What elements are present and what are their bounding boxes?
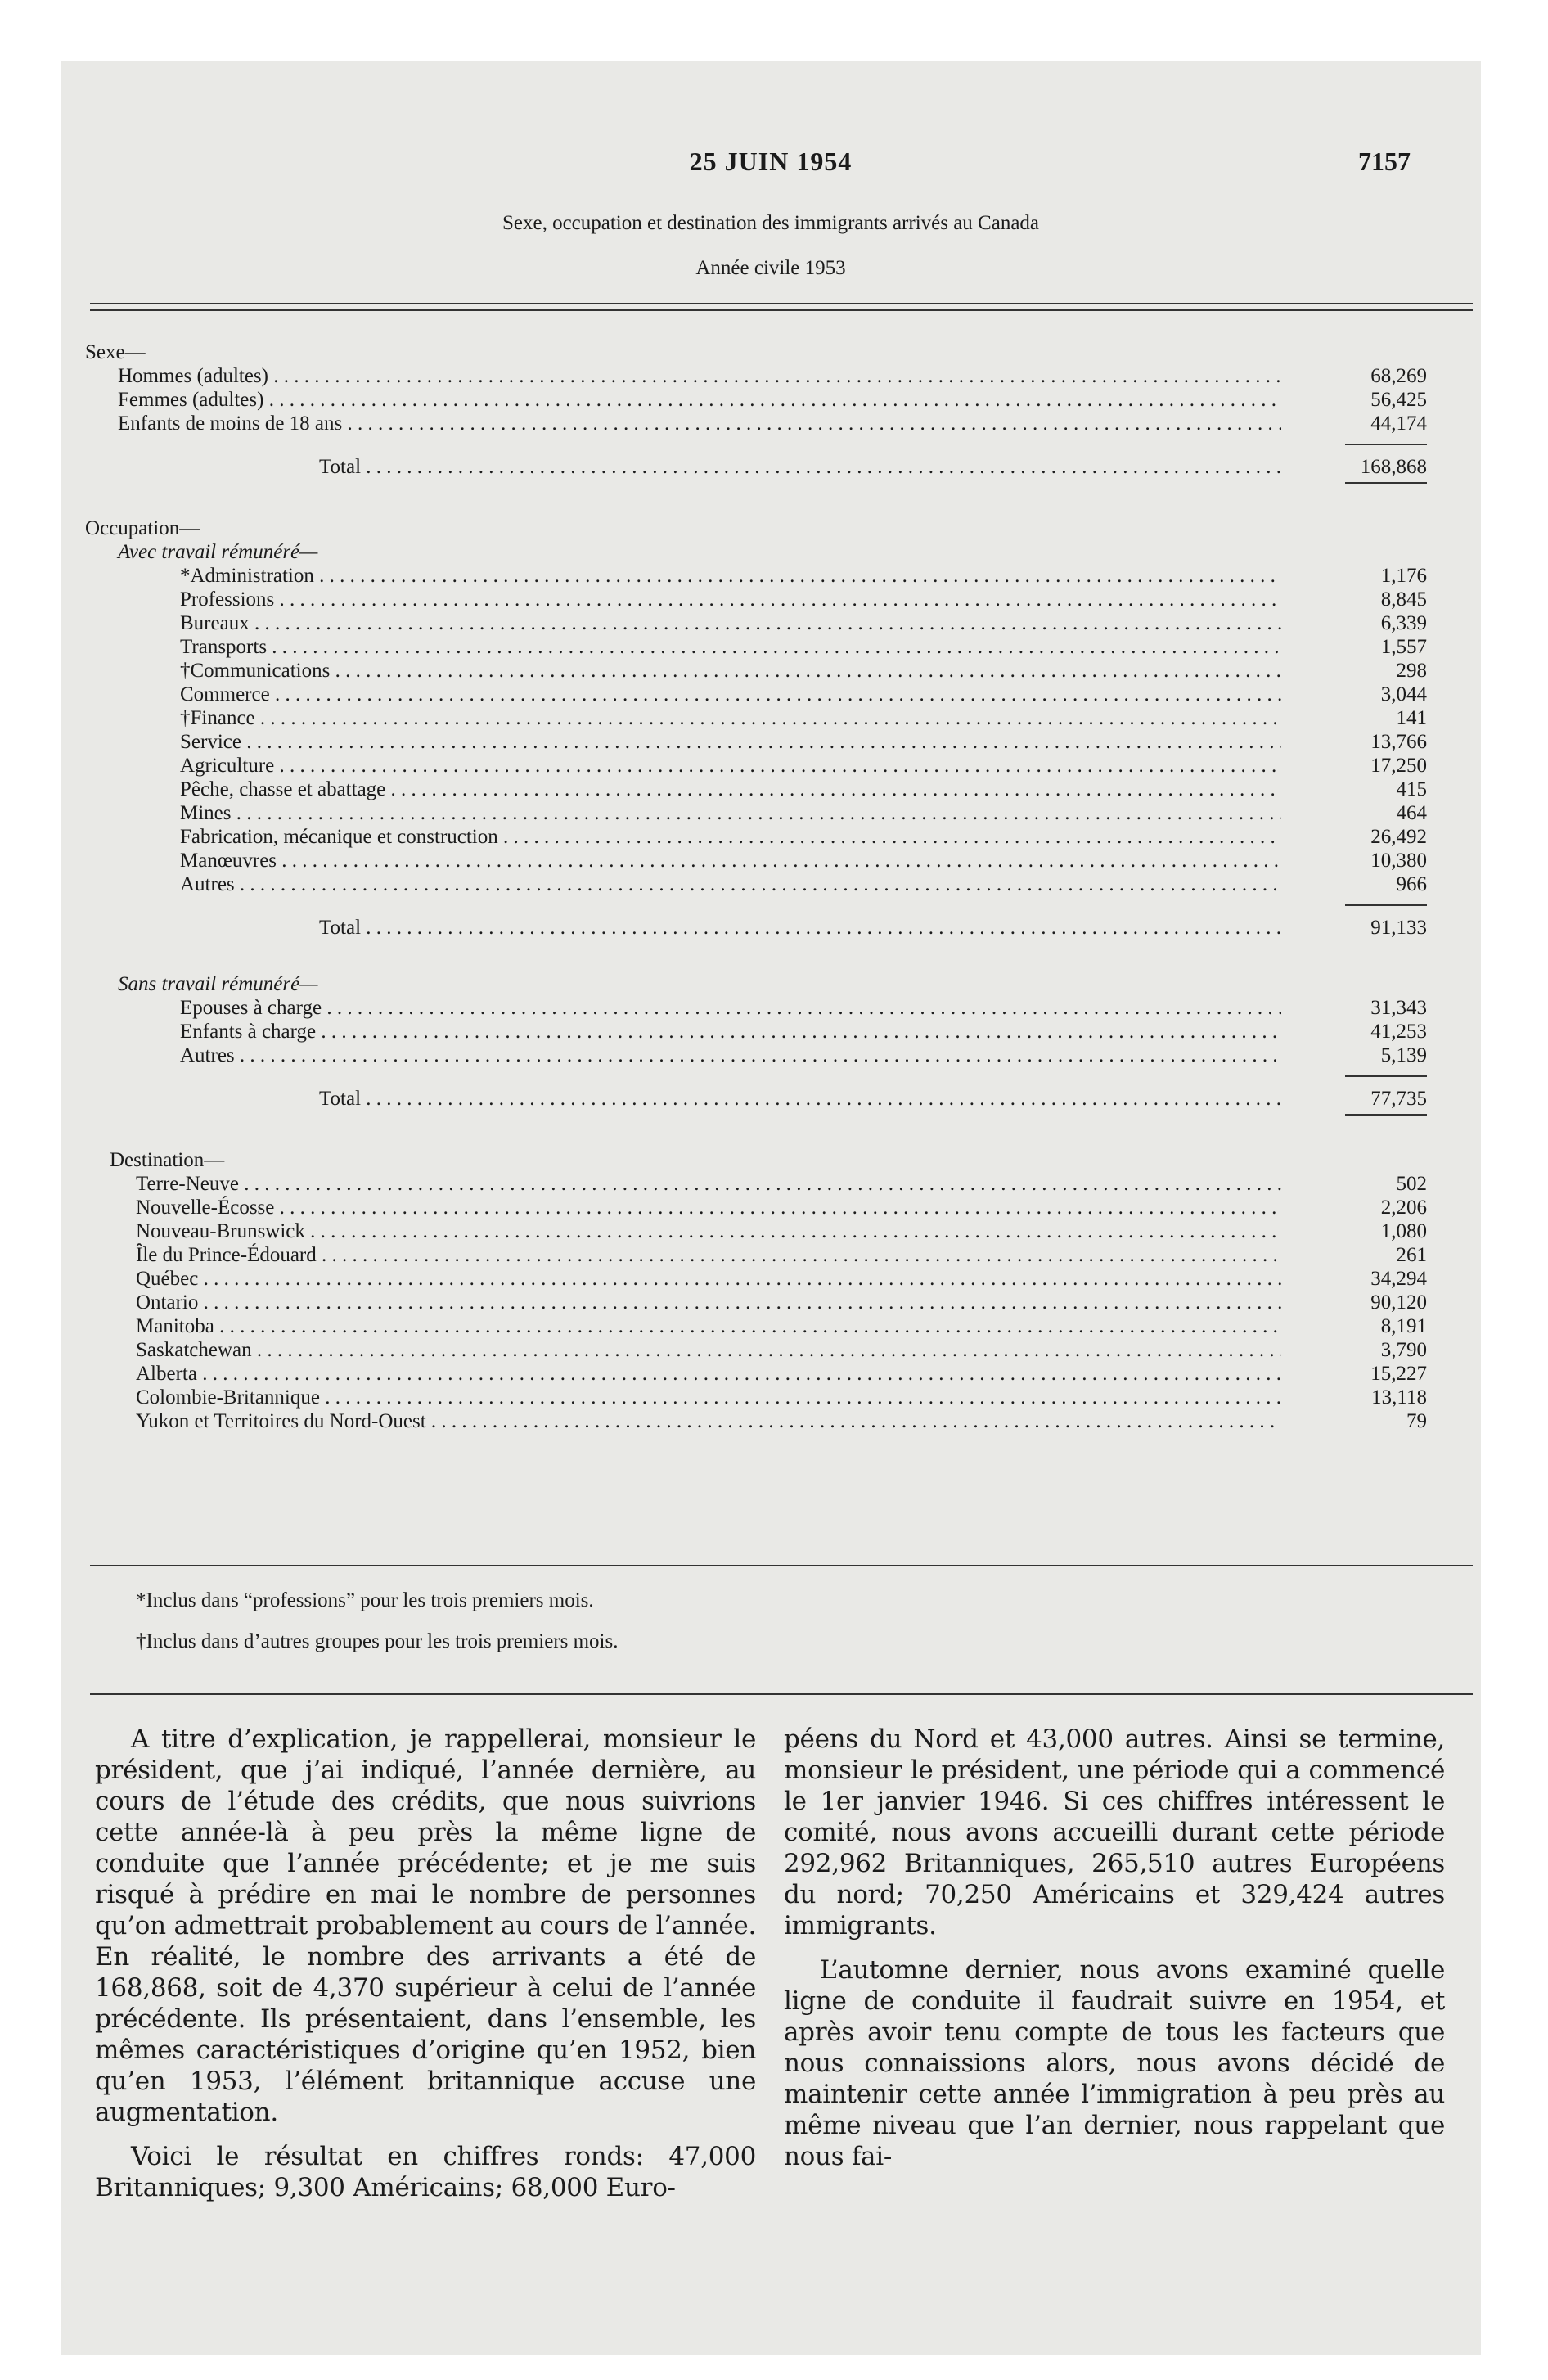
paragraph: L’automne dernier, nous avons examiné quelle ligne de conduite il faudrait suivre en 1954, et après avoir tenu compte de tous les facteurs que nous connaissions alors, nous avons décidé de maintenir cette année l’immigration à peu près au même niveau que l’an dernier, nous rappelant que nous fai- <box>784 1955 1445 2171</box>
table-row: Commerce . . . 3,044 <box>85 683 1427 706</box>
table-row: Pêche, chasse et abattage . . . 415 <box>85 778 1427 801</box>
table-row: Colombie-Britannique . . . 13,118 <box>85 1386 1427 1409</box>
table-subtitle: Année civile 1953 <box>695 257 846 279</box>
table-row: Manitoba . . . 8,191 <box>85 1314 1427 1338</box>
table-row: Transports . . . 1,557 <box>85 635 1427 659</box>
page-header <box>61 146 1481 187</box>
immigration-table <box>85 340 1427 1433</box>
table-row: *Administration . . . 1,176 <box>85 564 1427 588</box>
table-row: †Communications . . . 298 <box>85 659 1427 683</box>
total-rule <box>1345 1114 1427 1116</box>
footnote-star: *Inclus dans “professions” pour les trois premiers mois. <box>136 1589 594 1611</box>
table-row: Alberta . . . 15,227 <box>85 1362 1427 1386</box>
table-row: Bureaux . . . 6,339 <box>85 611 1427 635</box>
table-row: Agriculture . . . 17,250 <box>85 754 1427 778</box>
body-column-left <box>95 1724 756 2203</box>
section-heading-destination: Destination— <box>110 1149 225 1171</box>
subsection-heading-avec: Avec travail rémunéré— <box>118 541 318 563</box>
document-page <box>61 61 1481 2355</box>
table-top-rule <box>90 303 1473 311</box>
section-heading-occupation: Occupation— <box>85 517 200 539</box>
paragraph: Voici le résultat en chiffres ronds: 47,000 Britanniques; 9,300 Américains; 68,000 Euro- <box>95 2142 756 2202</box>
table-row: Femmes (adultes) . . . 56,425 <box>85 388 1427 412</box>
table-row: Nouveau-Brunswick . . . 1,080 <box>85 1219 1427 1243</box>
paragraph: A titre d’explication, je rappellerai, monsieur le président, que j’ai indiqué, l’année dernière, au cours de l’étude des crédits, que nous suivrions cette année-là à peu près la même ligne de conduite que l’année précédente; et je me suis risqué à prédire en mai le nombre de personnes qu’on admettrait probablement au cours de l’année. En réalité, le nombre des arrivants a été de 168,868, soit de 4,370 supérieur à celui de l’année précédente. Ils présentaient, dans l’ensemble, les mêmes caractéristiques d’origine qu’en 1952, bien qu’en 1953, l’élément britannique accuse une augmentation. <box>95 1724 756 2127</box>
body-column-right <box>784 1724 1445 2172</box>
table-row: Terre-Neuve . . . 502 <box>85 1172 1427 1196</box>
table-row: †Finance . . . 141 <box>85 706 1427 730</box>
table-row: Autres . . . 966 <box>85 872 1427 896</box>
table-row: Autres . . . 5,139 <box>85 1044 1427 1067</box>
total-rule <box>1345 1075 1427 1077</box>
total-row-sexe: Total . . . 168,868 <box>85 455 1427 479</box>
table-row: Yukon et Territoires du Nord-Ouest . . . 79 <box>85 1409 1427 1433</box>
table-row: Service . . . 13,766 <box>85 730 1427 754</box>
table-row: Epouses à charge . . . 31,343 <box>85 996 1427 1020</box>
table-row: Hommes (adultes) . . . 68,269 <box>85 364 1427 388</box>
table-row: Enfants de moins de 18 ans . . . 44,174 <box>85 412 1427 435</box>
table-bottom-rule <box>90 1565 1473 1566</box>
paragraph: péens du Nord et 43,000 autres. Ainsi se termine, monsieur le président, une période qui a commencé le 1er janvier 1946. Si ces chiffres intéressent le comité, nous avons accueilli durant cette période 292,962 Britanniques, 265,510 autres Européens du nord; 70,250 Américains et 329,424 autres immigrants. <box>784 1724 1445 1941</box>
subsection-heading-sans: Sans travail rémunéré— <box>118 973 318 995</box>
section-heading-sexe: Sexe— <box>85 341 146 363</box>
table-row: Québec . . . 34,294 <box>85 1267 1427 1291</box>
table-row: Professions . . . 8,845 <box>85 588 1427 611</box>
table-row: Mines . . . 464 <box>85 801 1427 825</box>
table-row: Fabrication, mécanique et construction . . . 26,492 <box>85 825 1427 849</box>
table-row: Ontario . . . 90,120 <box>85 1291 1427 1314</box>
page-number: 7157 <box>1358 146 1411 176</box>
total-row-sans: Total . . . 77,735 <box>85 1087 1427 1111</box>
table-row: Enfants à charge . . . 41,253 <box>85 1020 1427 1044</box>
total-rule <box>1345 482 1427 484</box>
footnote-dagger: †Inclus dans d’autres groupes pour les trois premiers mois. <box>136 1630 619 1652</box>
table-title: Sexe, occupation et destination des immigrants arrivés au Canada <box>502 212 1040 234</box>
total-rule <box>1345 444 1427 445</box>
footnote-rule <box>90 1693 1473 1695</box>
table-row: Île du Prince-Édouard . . . 261 <box>85 1243 1427 1267</box>
header-date: 25 JUIN 1954 <box>689 146 853 176</box>
table-row: Saskatchewan . . . 3,790 <box>85 1338 1427 1362</box>
table-row: Nouvelle-Écosse . . . 2,206 <box>85 1196 1427 1219</box>
table-row: Manœuvres . . . 10,380 <box>85 849 1427 872</box>
total-rule <box>1345 904 1427 906</box>
footnotes <box>136 1589 618 1671</box>
total-row-avec: Total . . . 91,133 <box>85 916 1427 940</box>
